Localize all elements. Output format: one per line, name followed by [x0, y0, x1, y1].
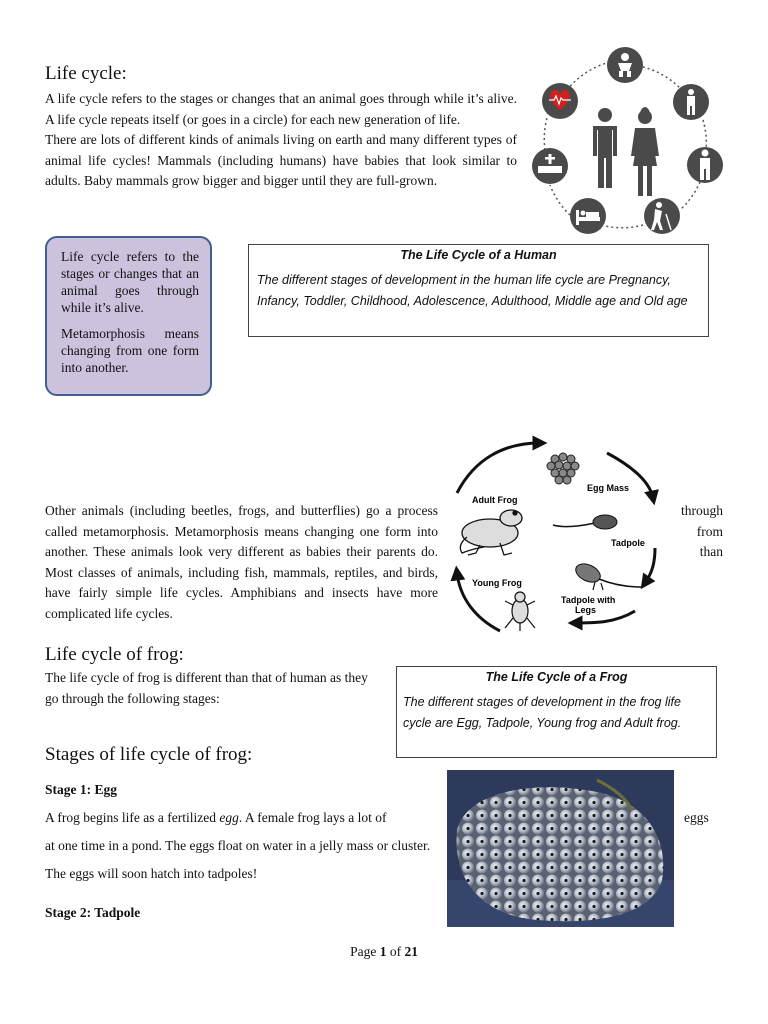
intro-paragraph-1: A life cycle refers to the stages or changes that an animal goes through while it’s alive. A life cycle repeats itself (or goes in a circle) for each new generation of life. — [45, 91, 517, 127]
stage-1-text — [45, 804, 435, 888]
meta-word-through: through — [681, 503, 723, 518]
adult-icon — [687, 147, 723, 183]
label-adult-frog: Adult Frog — [472, 495, 518, 505]
human-life-cycle-box — [248, 244, 709, 337]
heading-frog-life-cycle: Life cycle of frog: — [45, 644, 184, 665]
young-frog-icon — [505, 592, 535, 631]
stage-1-text-b: . A female frog lays a lot of — [238, 810, 387, 825]
baby-icon — [607, 47, 643, 83]
footer-page-total: 21 — [404, 944, 418, 959]
frog-eggs-photo — [447, 770, 674, 927]
footer-page-label: Page — [350, 944, 380, 959]
bed-icon — [570, 198, 606, 234]
stage-1-text-rest: at one time in a pond. The eggs float on water in a jelly mass or cluster. The eggs will soon hatch into tadpoles! — [45, 838, 431, 881]
footer-page-number: 1 — [379, 944, 387, 959]
tadpole-with-legs-icon — [573, 560, 641, 590]
intro-paragraph-2: There are lots of different kinds of animals living on earth and many different types of animal life cycles! Mammals (including humans) have babies that look similar to adults. Baby mammals grow bigger and bigger until they are full-grown. — [45, 132, 517, 188]
label-tadpole: Tadpole — [611, 538, 645, 548]
stage-1-text-egg: egg — [219, 810, 239, 825]
definition-life-cycle: Life cycle refers to the stages or changes that an animal goes through while it’s alive. — [61, 249, 199, 315]
stage-1-word-eggs: eggs — [684, 810, 709, 825]
man-woman-icon — [593, 107, 659, 196]
frog-life-cycle-diagram — [445, 433, 670, 638]
human-life-cycle-diagram — [525, 40, 725, 240]
label-tadpole-legs-2: Legs — [575, 605, 597, 615]
heart-icon — [542, 83, 578, 119]
grave-icon — [532, 148, 568, 184]
heading-life-cycle: Life cycle: — [45, 63, 127, 84]
definition-box — [45, 236, 212, 396]
meta-word-from: from — [696, 523, 723, 539]
egg-mass-icon — [547, 453, 579, 484]
human-box-text: The different stages of development in the human life cycle are Pregnancy, Infancy, Toddler, Childhood, Adolescence, Adulthood, Middle age and Old age — [257, 273, 688, 308]
adult-frog-icon — [460, 510, 522, 555]
label-egg-mass: Egg Mass — [587, 483, 630, 493]
elderly-icon — [644, 198, 680, 234]
human-box-title: The Life Cycle of a Human — [400, 248, 557, 262]
intro-text — [45, 89, 517, 192]
stage-1-title: Stage 1: Egg — [45, 782, 117, 797]
meta-word-than: than — [699, 544, 723, 559]
tadpole-icon — [553, 515, 617, 529]
frog-box-text: The different stages of development in the frog life cycle are Egg, Tadpole, Young frog and Adult frog. — [403, 695, 682, 730]
frog-intro-text: The life cycle of frog is different than that of human as they go through the following stages: — [45, 670, 368, 706]
page-footer — [0, 944, 768, 960]
label-tadpole-legs-1: Tadpole with — [561, 595, 616, 605]
stage-1-text-a: A frog begins life as a fertilized — [45, 810, 220, 825]
label-young-frog: Young Frog — [472, 578, 522, 588]
footer-of-label: of — [386, 944, 405, 959]
stage-2-title: Stage 2: Tadpole — [45, 905, 141, 920]
frog-life-cycle-box — [396, 666, 717, 758]
frog-box-title: The Life Cycle of a Frog — [485, 670, 628, 684]
definition-metamorphosis: Metamorphosis means changing from one form into another. — [61, 326, 199, 375]
metamorphosis-paragraph: Other animals (including beetles, frogs, and butterflies) go a process called metamorphosis. Metamorphosis means changing one form into another. These animals look very different as babies their parents do. Most classes of animals, including fish, mammals, reptiles, and birds, have fairly simple life cycles. Amphibians and insects have more complicated life cycles. — [45, 503, 438, 621]
child-icon — [673, 84, 709, 120]
heading-stages: Stages of life cycle of frog: — [45, 744, 253, 765]
